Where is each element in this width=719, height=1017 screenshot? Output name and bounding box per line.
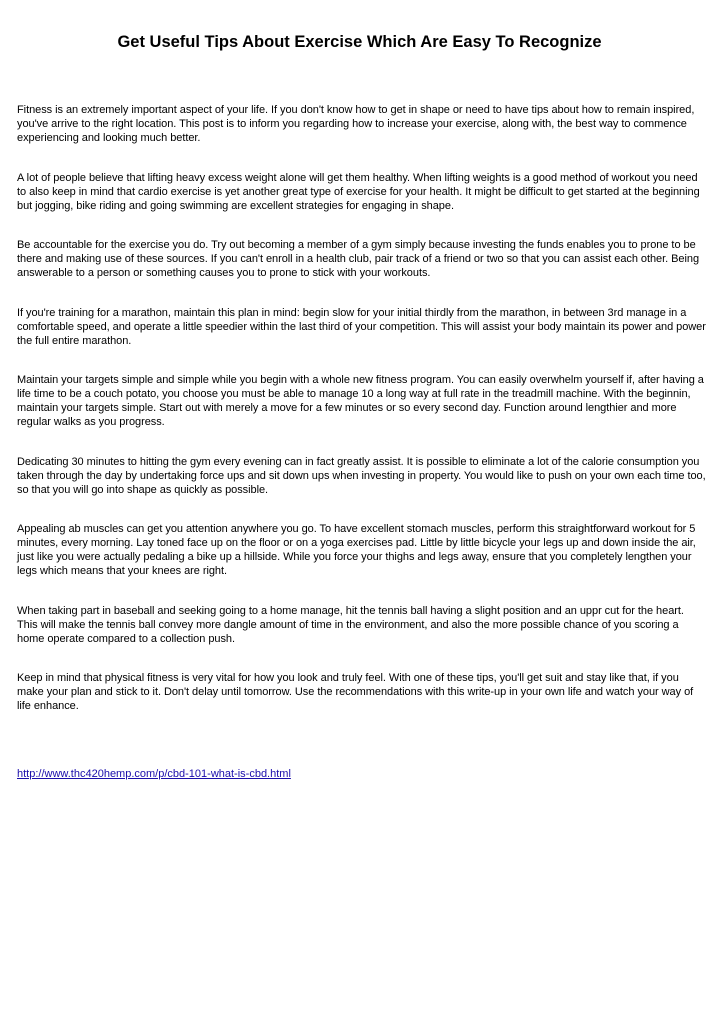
document-title: Get Useful Tips About Exercise Which Are Easy To Recognize <box>117 33 602 51</box>
paragraph-9: Keep in mind that physical fitness is very vital for how you look and truly feel. With one of these tips, you'll get suit and stay like that, if you make your plan and stick to it. Don't delay until tomorrow. Use the recommendations with this write-up in your own life and watch your way of life enhance. <box>17 672 694 712</box>
source-link[interactable]: http://www.thc420hemp.com/p/cbd-101-what-is-cbd.html <box>17 767 291 780</box>
paragraph-5: Maintain your targets simple and simple while you begin with a whole new fitness program. You can easily overwhelm yourself if, after having a life time to be a couch potato, you choose you must be able to manage 10 a long way at full rate in the treadmill machine. With the beginnin, maintain your targets simple. Start out with merely a move for a few minutes or so every second day. Function around lengthier and more regular walks as you progress. <box>17 374 704 428</box>
paragraph-3: Be accountable for the exercise you do. Try out becoming a member of a gym simply because investing the funds enables you to prone to be there and making use of these sources. If you can't enroll in a health club, pair track of a friend or two so that you can assist each other. Being answerable to a person or something causes you to prone to stick with your workouts. <box>17 239 700 279</box>
paragraph-4: If you're training for a marathon, maintain this plan in mind: begin slow for your initial thirdly from the marathon, in between 3rd manage in a comfortable speed, and operate a little speedier within the last third of your competition. This will assist your body maintain its power and power the full entire marathon. <box>17 306 706 347</box>
paragraph-1: Fitness is an extremely important aspect of your life. If you don't know how to get in shape or need to have tips about how to remain inspired, you've arrive to the right location. This post is to inform you regarding how to increase your exercise, along with, the best way to commence experiencing and looking much better. <box>17 104 695 144</box>
document-body <box>17 103 707 782</box>
paragraph-8: When taking part in baseball and seeking going to a home manage, hit the tennis ball having a slight position and an uppr cut for the heart. This will make the tennis ball convey more dangle amount of time in the environment, and also the more possible chance of you scoring a home operate compared to a collection push. <box>17 604 684 645</box>
paragraph-6: Dedicating 30 minutes to hitting the gym every evening can in fact greatly assist. It is possible to eliminate a lot of the calorie consumption you taken through the day by undertaking force ups and sit down ups when investing in property. You would like to push on your own each time too, so that you will go into shape as quickly as possible. <box>17 455 706 496</box>
paragraph-2: A lot of people believe that lifting heavy excess weight alone will get them healthy. When lifting weights is a good method of workout you need to also keep in mind that cardio exercise is yet another great type of exercise for your health. It might be difficult to get started at the beginning but jogging, bike riding and going swimming are excellent strategies for engaging in shape. <box>17 171 700 212</box>
paragraph-7: Appealing ab muscles can get you attention anywhere you go. To have excellent stomach muscles, perform this straightforward workout for 5 minutes, every morning. Lay toned face up on the floor or on a yoga exercises pad. Little by little bicycle your legs up and down inside the air, just like you were actually pedaling a bike up a hillside. While you force your thighs and legs away, ensure that you completely lengthen your legs which means that your knees are right. <box>17 523 696 577</box>
